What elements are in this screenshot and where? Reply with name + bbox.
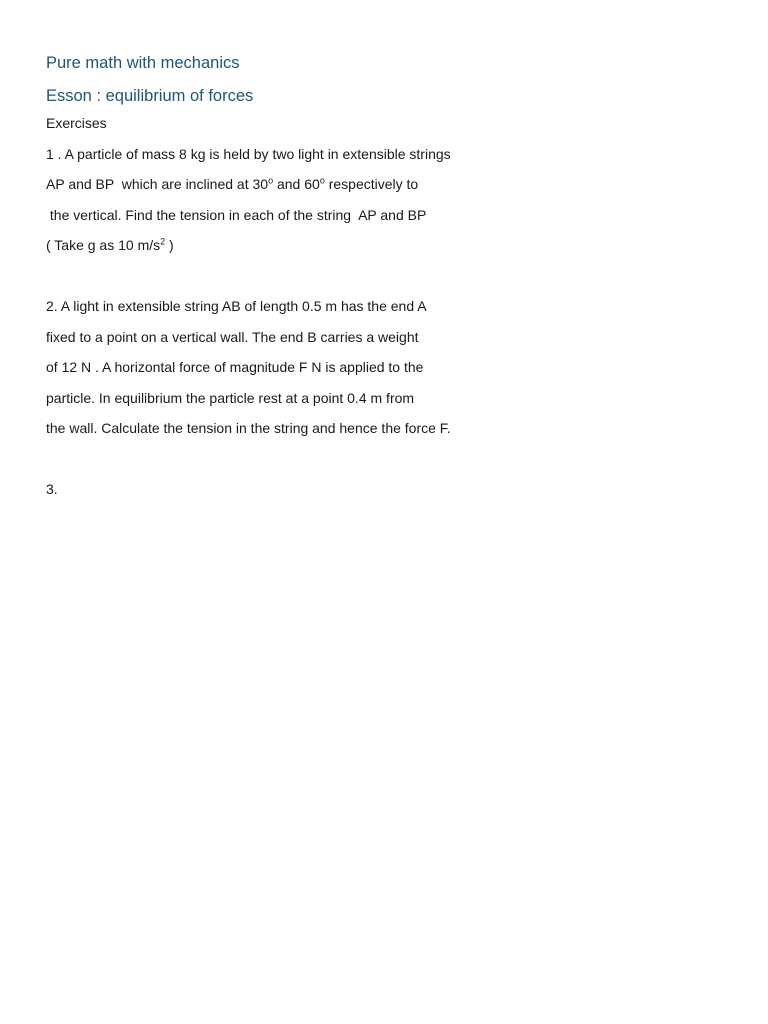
exercises-label: Exercises [46, 115, 107, 131]
exercise-1-line-2-part-b: and 60 [273, 176, 320, 192]
exercise-2-line-3: of 12 N . A horizontal force of magnitude F N is applied to the [46, 359, 424, 375]
exercise-3-line-1: 3. [46, 481, 58, 497]
exercise-1-line-1: 1 . A particle of mass 8 kg is held by two light in extensible strings [46, 145, 451, 162]
blank-line [46, 255, 726, 286]
exercise-1-line-4-part-b: ) [165, 237, 174, 253]
lesson-heading: Esson : equilibrium of forces [46, 87, 254, 105]
exercise-1-line-4-part-a: ( Take g as 10 m/s [46, 237, 161, 253]
exercise-1-line-2-part-c: respectively to [324, 176, 419, 192]
squared-superscript: 2 [160, 236, 166, 247]
exercise-2-line-1: 2. A light in extensible string AB of length 0.5 m has the end A [46, 298, 427, 314]
exercise-1-line-2 [46, 174, 726, 194]
exercise-1-line-2-part-a: AP and BP which are inclined at 30 [46, 176, 269, 192]
blank-line [46, 438, 726, 469]
exercise-1-line-3: the vertical. Find the tension in each of the string AP and BP [46, 206, 427, 223]
document-title: Pure math with mechanics [46, 54, 240, 72]
document-body [46, 52, 726, 499]
exercise-2-line-2: fixed to a point on a vertical wall. The end B carries a weight [46, 328, 419, 345]
exercise-2-line-4: particle. In equilibrium the particle rest at a point 0.4 m from [46, 389, 415, 406]
degree-sign: o [319, 175, 325, 186]
exercise-1-line-4 [46, 235, 726, 255]
degree-sign: o [268, 175, 274, 186]
exercise-2-line-5: the wall. Calculate the tension in the string and hence the force F. [46, 420, 451, 436]
